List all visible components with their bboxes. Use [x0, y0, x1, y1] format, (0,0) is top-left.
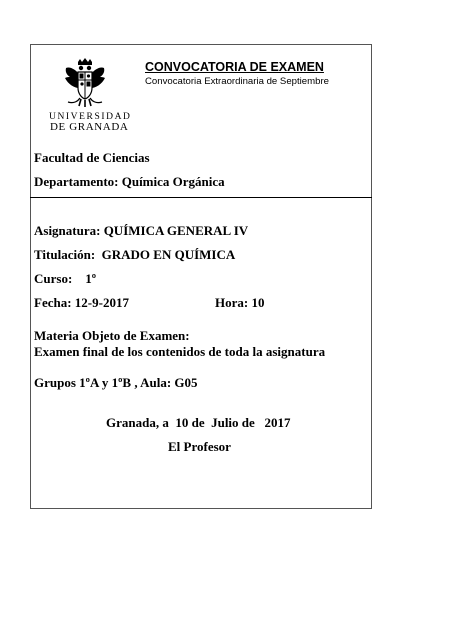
- document-subtitle: Convocatoria Extraordinaria de Septiembre: [145, 76, 329, 87]
- degree-text: Titulación: GRADO EN QUÍMICA: [34, 247, 236, 262]
- university-name-line2: DE GRANADA: [50, 121, 129, 133]
- faculty-text: Facultad de Ciencias: [34, 150, 150, 165]
- exam-topic-label: Materia Objeto de Examen:: [34, 328, 190, 343]
- exam-date-text: Fecha: 12-9-2017: [34, 295, 129, 310]
- subject-text: Asignatura: QUÍMICA GENERAL IV: [34, 223, 249, 238]
- university-crest-icon: [62, 58, 108, 108]
- signer-text: El Profesor: [168, 439, 231, 454]
- university-name-line1: UNIVERSIDAD: [49, 112, 132, 122]
- department-text: Departamento: Química Orgánica: [34, 174, 225, 189]
- signature-place-date: Granada, a 10 de Julio de 2017: [106, 415, 291, 430]
- section-divider: [30, 197, 372, 198]
- document-title: CONVOCATORIA DE EXAMEN: [145, 60, 324, 74]
- exam-time-text: Hora: 10: [215, 295, 265, 310]
- exam-topic-text: Examen final de los contenidos de toda la asignatura: [34, 344, 326, 359]
- course-text: Curso: 1º: [34, 271, 97, 286]
- groups-text: Grupos 1ºA y 1ºB , Aula: G05: [34, 375, 198, 390]
